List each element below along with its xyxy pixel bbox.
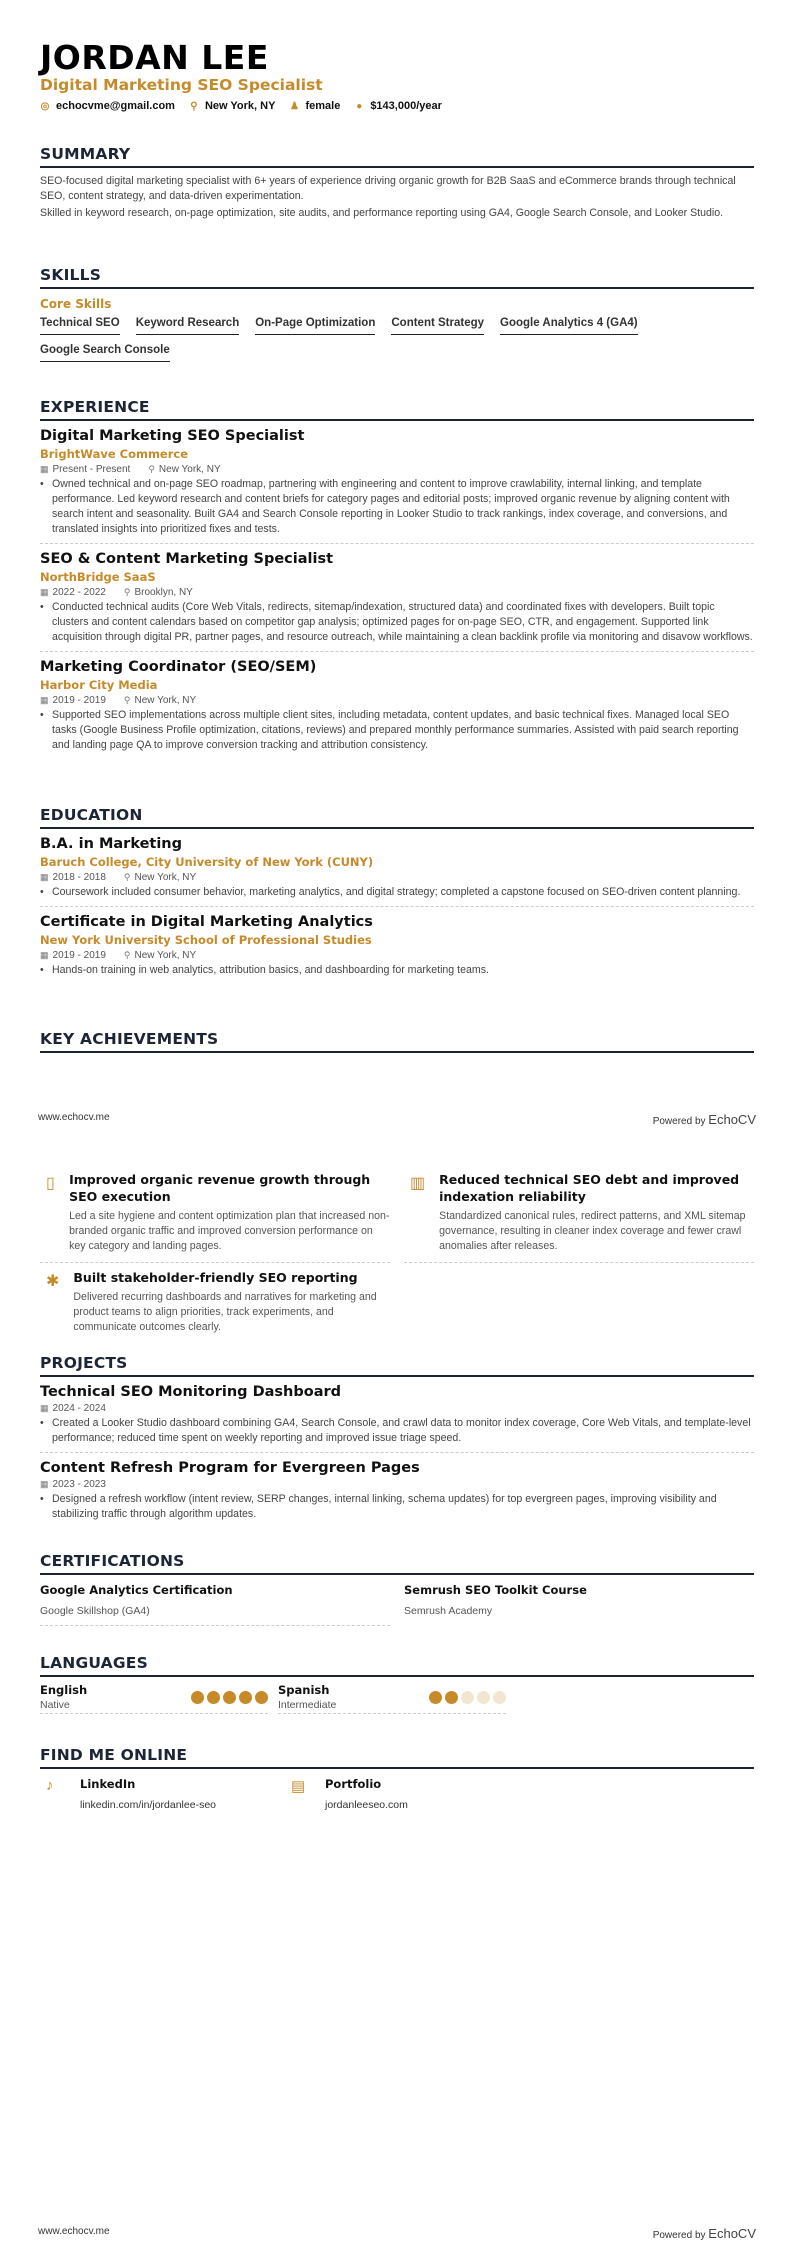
achievements-section — [40, 1165, 754, 1343]
calendar-icon: ▦ — [40, 695, 49, 705]
experience-entry — [40, 544, 754, 652]
rating-dot-empty — [493, 1691, 506, 1704]
entry-meta — [40, 695, 754, 706]
section-heading: PROJECTS — [40, 1354, 754, 1377]
bullet-text: Created a Looker Studio dashboard combining GA4, Search Console, and crawl data to monitor index coverage, Core Web Vitals, and template-level performance; reduced time spent on weekly reporting and improved issue triage speed. — [52, 1417, 751, 1444]
skill-tag: Google Search Console — [40, 341, 170, 362]
education-entry — [40, 829, 754, 907]
location: New York, NY — [158, 464, 221, 475]
gender-text: female — [305, 100, 341, 112]
entry-meta — [40, 464, 754, 475]
building-icon: ▥ — [410, 1175, 426, 1192]
calendar-icon: ▦ — [40, 1403, 49, 1413]
contact-location — [189, 100, 276, 112]
link-url[interactable]: linkedin.com/in/jordanlee-seo — [80, 1799, 216, 1811]
salary-text: $143,000/year — [370, 100, 442, 112]
bullet-text: Coursework included consumer behavior, marketing analytics, and digital strategy; completed a capstone focused on SEO-driven content planning. — [52, 886, 741, 898]
location-text: New York, NY — [204, 100, 276, 112]
education-entry — [40, 907, 754, 984]
project-title: Content Refresh Program for Evergreen Pages — [40, 1460, 420, 1476]
powered-by-text: Powered by — [652, 2230, 706, 2241]
brand-logo: EchoCV — [708, 1112, 756, 1127]
date-range: 2019 - 2019 — [52, 950, 106, 961]
bullet-item: • Coursework included consumer behavior, marketing analytics, and digital strategy; completed a capstone focused on SEO-driven content planning. — [40, 886, 741, 898]
powered-by-text: Powered by — [652, 1116, 706, 1127]
location-pin-icon: ⚲ — [123, 950, 131, 960]
skill-tag: On-Page Optimization — [255, 314, 375, 335]
achievement-desc: Delivered recurring dashboards and narratives for marketing and product teams to align priorities, track experiments, and communicate outcomes clearly. — [73, 1291, 377, 1333]
rating-dot-empty — [477, 1691, 490, 1704]
company-name: NorthBridge SaaS — [40, 570, 156, 584]
contact-gender — [289, 100, 340, 112]
entry-meta — [40, 587, 754, 598]
cert-title: Semrush SEO Toolkit Course — [404, 1583, 587, 1597]
location: New York, NY — [134, 695, 197, 706]
contact-bar — [40, 100, 442, 112]
section-heading: SUMMARY — [40, 145, 754, 168]
coin-icon: ● — [356, 100, 363, 112]
achievement-title: Built stakeholder-friendly SEO reporting — [73, 1270, 358, 1285]
location: New York, NY — [134, 872, 197, 883]
rating-dot-filled — [239, 1691, 252, 1704]
link-label: Portfolio — [325, 1777, 382, 1791]
rating-dot-filled — [445, 1691, 458, 1704]
online-section — [40, 1746, 754, 1811]
languages-section — [40, 1654, 754, 1714]
entry-meta — [40, 1479, 754, 1490]
achievement-title: Reduced technical SEO debt and improved indexation reliability — [439, 1172, 740, 1204]
achievement-desc: Standardized canonical rules, redirect patterns, and XML sitemap governance, resulting in cleaner index coverage and fewer crawl anomalies after releases. — [439, 1210, 746, 1252]
project-title: Technical SEO Monitoring Dashboard — [40, 1384, 342, 1400]
summary-paragraph: Skilled in keyword research, on-page optimization, site audits, and performance reporting using GA4, Google Search Console, and Looker Studio. — [40, 207, 724, 219]
bell-icon: ♪ — [46, 1777, 54, 1794]
language-name: English — [40, 1683, 88, 1697]
mobile-phone-icon: ▯ — [46, 1175, 55, 1192]
date-range: 2023 - 2023 — [52, 1479, 106, 1490]
proficiency-rating — [191, 1683, 268, 1711]
certification-item — [404, 1575, 754, 1626]
bullet-item: • Owned technical and on-page SEO roadmap, partnering with engineering and content to improve crawlability, internal linking, and template performance. Led keyword research and content briefs for category pages and editorial posts; improved organic revenue by aligning content with search intent and seasonality. Built GA4 and Search Console reporting in Looker Studio to track rankings, index coverage, and conversions, and translated insights into prioritized fixes and tests. — [40, 477, 754, 537]
cert-issuer: Google Skillshop (GA4) — [40, 1605, 150, 1617]
certification-item — [40, 1575, 390, 1626]
entry-meta — [40, 1403, 754, 1414]
bullet-text: Hands-on training in web analytics, attribution basics, and dashboarding for marketing teams. — [52, 964, 489, 976]
achievement-item — [40, 1263, 390, 1343]
section-heading: CERTIFICATIONS — [40, 1552, 754, 1575]
achievement-item — [404, 1165, 754, 1263]
rating-dot-filled — [207, 1691, 220, 1704]
school-name: New York University School of Professional Studies — [40, 933, 372, 947]
location-pin-icon: ⚲ — [123, 872, 131, 882]
date-range: 2022 - 2022 — [52, 587, 106, 598]
education-section — [40, 806, 754, 984]
language-item — [278, 1683, 506, 1714]
footer-site-link[interactable]: www.echocv.me — [38, 2226, 110, 2237]
skill-tag: Keyword Research — [136, 314, 240, 335]
language-item — [40, 1683, 268, 1714]
rating-dot-filled — [191, 1691, 204, 1704]
section-heading: EDUCATION — [40, 806, 754, 829]
calendar-icon: ▦ — [40, 950, 49, 960]
summary-section — [40, 145, 754, 221]
section-heading: KEY ACHIEVEMENTS — [40, 1030, 754, 1053]
date-range: Present - Present — [52, 464, 131, 475]
skill-group-title: Core Skills — [40, 297, 112, 311]
location: Brooklyn, NY — [134, 587, 193, 598]
section-heading: SKILLS — [40, 266, 754, 289]
bug-icon: ✱ — [46, 1273, 60, 1290]
calendar-icon: ▦ — [40, 587, 49, 597]
entry-meta — [40, 872, 754, 883]
project-entry — [40, 1453, 754, 1528]
entry-meta — [40, 950, 754, 961]
language-level: Native — [40, 1699, 70, 1711]
bullet-text: Conducted technical audits (Core Web Vitals, redirects, sitemap/indexation, structured data) and coordinated fixes with developers. Built topic clusters and content calendars based on competitor gap analysis; optimized pages for on-page SEO, CTR, and engagement. Supported link acquisition through digital PR, partner pages, and resource outreach, while maintaining a clean backlink profile via monitoring and disavow workflows. — [52, 601, 753, 643]
brand-logo: EchoCV — [708, 2226, 756, 2241]
certifications-section — [40, 1552, 754, 1626]
bullet-text: Designed a refresh workflow (intent review, SERP changes, internal linking, schema updates) for top evergreen pages, improving visibility and stabilizing traffic through algorithm updates. — [52, 1493, 717, 1520]
experience-entry — [40, 652, 754, 759]
online-link-portfolio[interactable] — [285, 1777, 530, 1811]
rating-dot-filled — [429, 1691, 442, 1704]
calendar-icon: ▦ — [40, 1479, 49, 1489]
job-title: SEO & Content Marketing Specialist — [40, 551, 334, 567]
bullet-text: Supported SEO implementations across multiple client sites, including metadata, content updates, and basic technical fixes. Managed local SEO tasks (Google Business Profile optimization, citations, reviews) and prepared monthly performance summaries. Assisted with paid search reporting and landing page QA to improve conversion tracking and attribution consistency. — [52, 709, 739, 751]
section-heading: EXPERIENCE — [40, 398, 754, 421]
link-label: LinkedIn — [80, 1777, 136, 1791]
candidate-name: JORDAN LEE — [40, 38, 269, 77]
date-range: 2019 - 2019 — [52, 695, 106, 706]
bullet-item: • Conducted technical audits (Core Web Vitals, redirects, sitemap/indexation, structured data) and coordinated fixes with developers. Built topic clusters and content calendars based on competitor gap analysis; optimized pages for on-page SEO, CTR, and engagement. Supported link acquisition through digital PR, partner pages, and resource outreach, while maintaining a clean backlink profile via monitoring and disavow workflows. — [40, 601, 753, 643]
calendar-icon: ▦ — [40, 464, 49, 474]
projects-section — [40, 1354, 754, 1528]
footer-powered — [653, 1112, 756, 1127]
bullet-item: • Designed a refresh workflow (intent review, SERP changes, internal linking, schema updates) for top evergreen pages, improving visibility and stabilizing traffic through algorithm updates. — [40, 1492, 754, 1522]
page-footer — [38, 2226, 756, 2241]
job-title: Digital Marketing SEO Specialist — [40, 428, 305, 444]
section-heading: FIND ME ONLINE — [40, 1746, 754, 1769]
rating-dot-filled — [255, 1691, 268, 1704]
date-range: 2024 - 2024 — [52, 1403, 106, 1414]
experience-section — [40, 398, 754, 759]
job-title: Marketing Coordinator (SEO/SEM) — [40, 659, 317, 675]
rating-dot-filled — [223, 1691, 236, 1704]
achievement-title: Improved organic revenue growth through SEO execution — [69, 1172, 371, 1204]
person-icon: ♟ — [289, 100, 299, 112]
candidate-title: Digital Marketing SEO Specialist — [40, 76, 323, 94]
achievement-item — [40, 1165, 390, 1263]
card-icon: ▤ — [291, 1778, 306, 1795]
school-name: Baruch College, City University of New York (CUNY) — [40, 855, 374, 869]
skill-tag: Technical SEO — [40, 314, 120, 335]
cert-issuer: Semrush Academy — [404, 1605, 493, 1617]
achievement-desc: Led a site hygiene and content optimization plan that increased non-branded organic traffic and improved conversion performance on key category and landing pages. — [69, 1210, 390, 1252]
contact-salary — [354, 100, 442, 112]
at-icon: ◎ — [40, 100, 50, 112]
company-name: BrightWave Commerce — [40, 447, 189, 461]
skills-section — [40, 266, 754, 368]
link-url[interactable]: jordanleeseo.com — [325, 1799, 408, 1811]
section-heading: LANGUAGES — [40, 1654, 754, 1677]
bullet-item: • Hands-on training in web analytics, attribution basics, and dashboarding for marketing teams. — [40, 964, 489, 976]
date-range: 2018 - 2018 — [52, 872, 106, 883]
online-link-linkedin[interactable] — [40, 1777, 285, 1811]
proficiency-rating — [429, 1683, 506, 1711]
email-text: echocvme@gmail.com — [56, 100, 175, 112]
project-entry — [40, 1377, 754, 1453]
experience-entry — [40, 421, 754, 544]
rating-dot-empty — [461, 1691, 474, 1704]
location-pin-icon: ⚲ — [190, 100, 198, 112]
location-pin-icon: ⚲ — [123, 695, 131, 705]
location-pin-icon: ⚲ — [148, 464, 155, 474]
footer-powered — [653, 2226, 756, 2241]
language-name: Spanish — [278, 1683, 330, 1697]
contact-email[interactable] — [40, 100, 175, 112]
degree-title: Certificate in Digital Marketing Analytics — [40, 914, 373, 930]
cert-title: Google Analytics Certification — [40, 1583, 233, 1597]
achievements-heading-section — [40, 1030, 754, 1053]
company-name: Harbor City Media — [40, 678, 158, 692]
language-level: Intermediate — [278, 1699, 337, 1711]
bullet-item: • Created a Looker Studio dashboard combining GA4, Search Console, and crawl data to monitor index coverage, Core Web Vitals, and template-level performance; reduced time spent on weekly reporting and improved issue triage speed. — [40, 1416, 754, 1446]
bullet-item: • Supported SEO implementations across multiple client sites, including metadata, content updates, and basic technical fixes. Managed local SEO tasks (Google Business Profile optimization, citations, reviews) and prepared monthly performance summaries. Assisted with paid search reporting and landing page QA to improve conversion tracking and attribution consistency. — [40, 708, 754, 753]
location: New York, NY — [134, 950, 197, 961]
skill-list — [40, 314, 754, 368]
skill-tag: Google Analytics 4 (GA4) — [500, 314, 638, 335]
degree-title: B.A. in Marketing — [40, 836, 183, 852]
page-footer — [38, 1112, 756, 1127]
summary-paragraph: SEO-focused digital marketing specialist with 6+ years of experience driving organic growth for B2B SaaS and eCommerce brands through technical SEO, content strategy, and data-driven experimentation. — [40, 175, 736, 202]
footer-site-link[interactable]: www.echocv.me — [38, 1112, 110, 1123]
bullet-text: Owned technical and on-page SEO roadmap, partnering with engineering and content to improve crawlability, internal linking, and template performance. Led keyword research and content briefs for category pages and editorial posts; improved organic revenue by aligning content with search intent and seasonality. Built GA4 and Search Console reporting in Looker Studio to track rankings, index coverage, and conversions, and translated insights into prioritized fixes and tests. — [52, 478, 730, 535]
calendar-icon: ▦ — [40, 872, 49, 882]
location-pin-icon: ⚲ — [123, 587, 131, 597]
skill-tag: Content Strategy — [391, 314, 484, 335]
